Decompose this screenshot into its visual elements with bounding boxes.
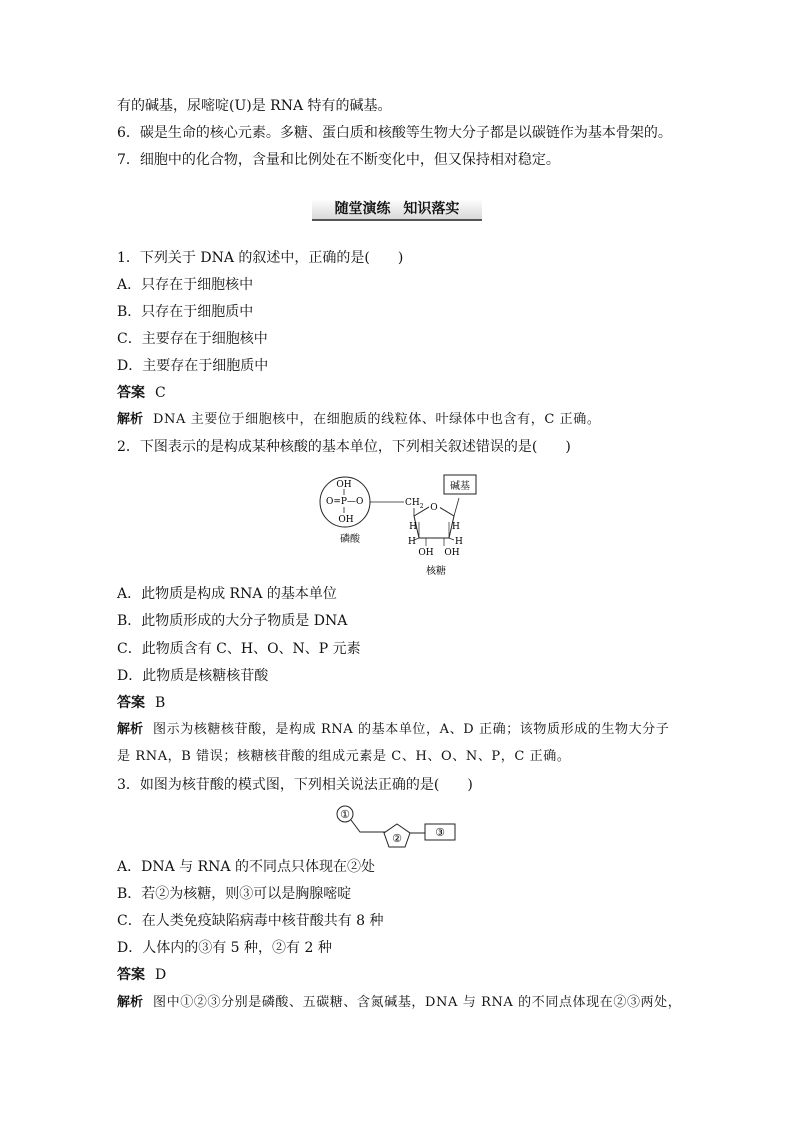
h-2: H [452,522,460,532]
q2-explanation-text-1: 图示为核糖核苷酸，是构成 RNA 的基本单位，A、D 正确；该物质形成的生物大分子 [153,722,670,737]
h-3: H [408,537,416,547]
nucleotide-structure-diagram [310,468,500,580]
bond-h4 [449,538,454,540]
intro-line-2: 6．碳是生命的核心元素。多糖、蛋白质和核酸等生物大分子都是以碳链作为基本骨架的。 [117,125,672,141]
q2-option-a: A．此物质是构成 RNA 的基本单位 [117,586,337,602]
ring-oxygen: O [430,503,438,513]
model-label-1: ① [340,808,350,821]
q1-explanation-text: DNA 主要位于细胞核中，在细胞质的线粒体、叶绿体中也含有，C 正确。 [153,412,601,427]
q1-stem: 1．下列关于 DNA 的叙述中，正确的是( ) [117,250,404,266]
oh-2: OH [444,548,460,558]
q2-answer [117,694,165,712]
intro-line-3: 7．细胞中的化合物，含量和比例处在不断变化中，但又保持相对稳定。 [117,152,560,168]
bond-c1-base [454,498,459,516]
q3-explanation [117,994,681,1012]
q1-answer-value: C [155,385,166,401]
h-4: H [455,537,463,547]
q2-answer-value: B [155,695,166,711]
q3-answer [117,966,166,984]
sugar-ch2: $CH_2$ [405,498,424,510]
q3-option-b: B．若②为核糖，则③可以是胸腺嘧啶 [117,886,352,902]
q1-answer [117,384,166,402]
phosphate-oh-bottom: OH [338,515,354,525]
explain-label: 解析 [117,412,144,427]
q1-option-c: C．主要存在于细胞核中 [117,331,268,347]
answer-label: 答案 [117,695,145,711]
q3-explanation-text: 图中①②③分别是磷酸、五碳糖、含氮碱基，DNA 与 RNA 的不同点体现在②③两处， [153,995,682,1010]
answer-label: 答案 [117,967,145,983]
q1-option-b: B．只存在于细胞质中 [117,304,254,320]
q1-option-d: D．主要存在于细胞质中 [117,358,269,374]
sugar-label: 核糖 [426,566,446,577]
oh-1: OH [418,548,434,558]
q1-option-a: A．只存在于细胞核中 [117,277,254,293]
model-label-2: ② [392,832,402,845]
base-label: 碱基 [450,481,470,492]
model-link-1 [351,820,385,832]
q3-option-a: A．DNA 与 RNA 的不同点只体现在②处 [117,859,375,875]
q3-option-d: D．人体内的③有 5 种，②有 2 种 [117,940,332,956]
section-banner [312,199,482,221]
q2-option-b: B．此物质形成的大分子物质是 DNA [117,613,348,629]
phosphate-label: 磷酸 [340,534,360,545]
h-1: H [409,522,417,532]
q1-explanation [117,411,600,429]
nucleotide-model-diagram [330,802,460,850]
answer-label: 答案 [117,385,145,401]
q2-option-c: C．此物质含有 C、H、O、N、P 元素 [117,641,361,657]
q3-option-c: C．在人类免疫缺陷病毒中核苷酸共有 8 种 [117,913,384,929]
q2-stem: 2．下图表示的是构成某种核酸的基本单位，下列相关叙述错误的是( ) [117,439,571,455]
explain-label: 解析 [117,995,144,1010]
q2-explanation-1 [117,721,669,739]
q3-answer-value: D [155,967,167,983]
section-title: 随堂演练 知识落实 [334,201,460,217]
intro-line-1: 有的碱基，尿嘧啶(U)是 RNA 特有的碱基。 [117,98,392,114]
q3-stem: 3．如图为核苷酸的模式图，下列相关说法正确的是( ) [117,777,473,793]
q2-explanation-2: 是 RNA，B 错误；核糖核苷酸的组成元素是 C、H、O、N、P，C 正确。 [117,749,571,764]
phosphate-oh-top: OH [336,480,352,490]
explain-label: 解析 [117,722,144,737]
q2-option-d: D．此物质是核糖核苷酸 [117,668,269,684]
phosphate-p-row: O=P—O [326,497,364,507]
banner-underline [312,219,482,221]
model-label-3: ③ [435,826,445,839]
